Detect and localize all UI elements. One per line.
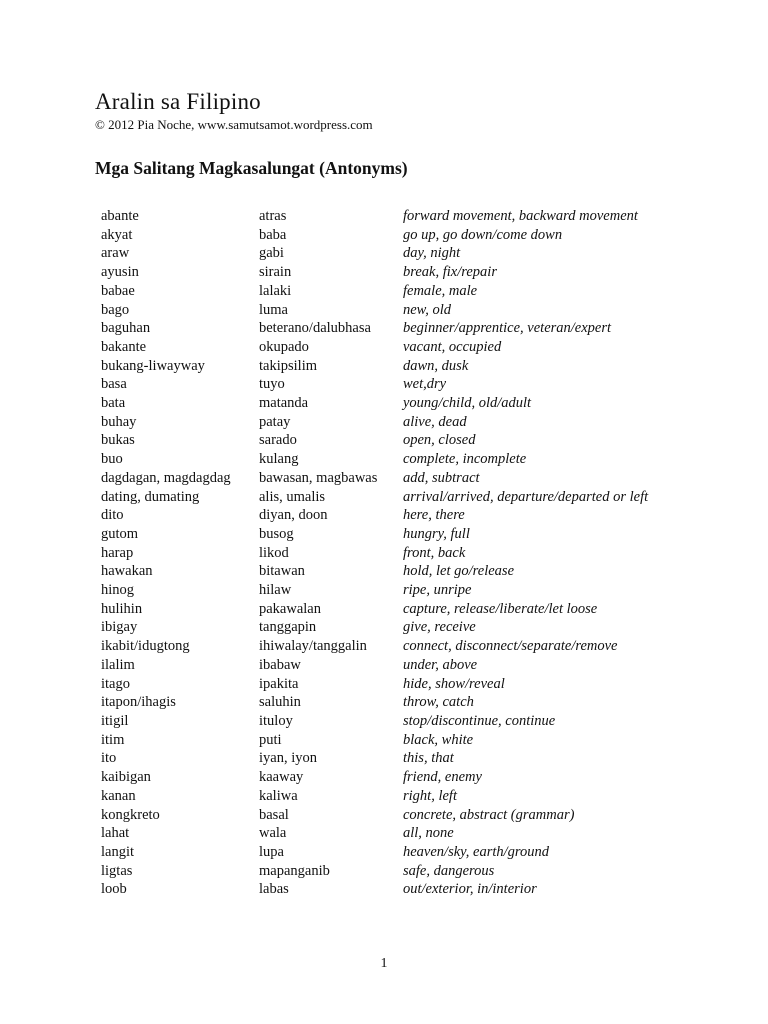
table-row (101, 338, 648, 357)
filipino-word-cell: itago (101, 675, 130, 692)
antonym-word-cell: basal (259, 806, 289, 823)
english-meaning-cell: heaven/sky, earth/ground (403, 843, 550, 860)
antonym-word-cell: tanggapin (259, 619, 317, 636)
table-row (101, 263, 648, 282)
antonym-word-cell: diyan, doon (259, 507, 328, 524)
english-meaning-cell: female, male (403, 282, 478, 299)
table-row (101, 394, 648, 413)
antonym-word-cell: ipakita (259, 675, 299, 692)
antonym-word-cell: kaliwa (259, 787, 298, 804)
english-meaning-cell: complete, incomplete (403, 451, 527, 468)
table-row (101, 469, 648, 488)
table-row (101, 637, 648, 656)
filipino-word-cell: dating, dumating (101, 488, 200, 505)
english-meaning-cell: safe, dangerous (403, 862, 495, 879)
antonym-word-cell: busog (259, 525, 294, 542)
english-meaning-cell: all, none (403, 825, 454, 842)
antonym-word-cell: takipsilim (259, 357, 317, 374)
table-row (101, 862, 648, 881)
filipino-word-cell: bata (101, 395, 126, 412)
antonym-word-cell: lupa (259, 843, 284, 860)
filipino-word-cell: langit (101, 843, 135, 860)
filipino-word-cell: ito (101, 750, 117, 767)
english-meaning-cell: go up, go down/come down (403, 226, 563, 243)
table-row (101, 375, 648, 394)
table-row (101, 843, 648, 862)
table-row (101, 768, 648, 787)
antonym-word-cell: sarado (259, 432, 297, 449)
antonyms-table (101, 207, 648, 899)
antonym-word-cell: bitawan (259, 563, 305, 580)
english-meaning-cell: connect, disconnect/separate/remove (403, 638, 618, 655)
antonym-word-cell: likod (259, 544, 289, 561)
filipino-word-cell: ligtas (101, 862, 133, 879)
antonym-word-cell: luma (259, 301, 288, 318)
filipino-word-cell: harap (101, 544, 134, 561)
filipino-word-cell: hulihin (101, 600, 143, 617)
section-title: Mga Salitang Magkasalungat (Antonyms) (95, 158, 408, 178)
english-meaning-cell: this, that (403, 750, 454, 767)
english-meaning-cell: capture, release/liberate/let loose (403, 600, 598, 617)
antonym-word-cell: okupado (259, 338, 309, 355)
copyright-byline: © 2012 Pia Noche, www.samutsamot.wordpress.com (95, 117, 373, 132)
english-meaning-cell: hold, let go/release (403, 563, 515, 580)
filipino-word-cell: hawakan (101, 563, 153, 580)
table-row (101, 282, 648, 301)
table-row (101, 806, 648, 825)
table-row (101, 581, 648, 600)
antonym-word-cell: hilaw (259, 582, 292, 599)
english-meaning-cell: hide, show/reveal (403, 675, 505, 692)
filipino-word-cell: ibigay (101, 619, 138, 636)
antonym-word-cell: kaaway (259, 769, 304, 786)
antonym-word-cell: mapanganib (259, 862, 330, 879)
table-row (101, 618, 648, 637)
filipino-word-cell: babae (101, 282, 135, 299)
filipino-word-cell: bukas (101, 432, 135, 449)
filipino-word-cell: bukang-liwayway (101, 357, 205, 374)
english-meaning-cell: out/exterior, in/interior (403, 881, 537, 898)
table-row (101, 562, 648, 581)
english-meaning-cell: new, old (403, 301, 452, 318)
table-row (101, 675, 648, 694)
table-row (101, 226, 648, 245)
english-meaning-cell: open, closed (403, 432, 476, 449)
filipino-word-cell: kaibigan (101, 769, 151, 786)
antonym-word-cell: sirain (259, 264, 292, 281)
english-meaning-cell: add, subtract (403, 469, 480, 486)
english-meaning-cell: wet,dry (403, 376, 447, 393)
table-row (101, 749, 648, 768)
table-row (101, 301, 648, 320)
table-row (101, 506, 648, 525)
table-row (101, 244, 648, 263)
antonym-word-cell: gabi (259, 245, 284, 262)
table-row (101, 656, 648, 675)
filipino-word-cell: dito (101, 507, 124, 524)
english-meaning-cell: right, left (403, 787, 457, 804)
table-row (101, 693, 648, 712)
antonym-word-cell: pakawalan (259, 600, 321, 617)
filipino-word-cell: hinog (101, 582, 135, 599)
antonym-word-cell: labas (259, 881, 289, 898)
antonym-word-cell: atras (259, 208, 287, 224)
filipino-word-cell: basa (101, 376, 127, 393)
antonym-word-cell: ituloy (259, 712, 293, 729)
english-meaning-cell: vacant, occupied (403, 338, 502, 355)
table-row (101, 600, 648, 619)
english-meaning-cell: black, white (403, 731, 474, 748)
english-meaning-cell: give, receive (403, 619, 476, 636)
filipino-word-cell: bakante (101, 338, 147, 355)
english-meaning-cell: concrete, abstract (grammar) (403, 806, 575, 823)
antonym-word-cell: wala (259, 825, 287, 842)
filipino-word-cell: dagdagan, magdagdag (101, 469, 231, 486)
filipino-word-cell: itim (101, 731, 125, 748)
table-row (101, 525, 648, 544)
table-row (101, 357, 648, 376)
english-meaning-cell: under, above (403, 656, 478, 673)
antonym-word-cell: beterano/dalubhasa (259, 320, 371, 337)
antonyms-table-body (101, 207, 648, 899)
filipino-word-cell: ikabit/idugtong (101, 638, 190, 655)
antonym-word-cell: alis, umalis (259, 488, 326, 505)
filipino-word-cell: ilalim (101, 656, 135, 673)
antonym-word-cell: kulang (259, 451, 299, 468)
antonym-word-cell: saluhin (259, 694, 301, 711)
filipino-word-cell: akyat (101, 226, 133, 243)
antonym-word-cell: lalaki (259, 282, 292, 299)
english-meaning-cell: here, there (403, 507, 465, 524)
antonym-word-cell: bawasan, magbawas (259, 469, 378, 486)
table-row (101, 824, 648, 843)
filipino-word-cell: buo (101, 451, 123, 468)
table-row (101, 319, 648, 338)
antonym-word-cell: tuyo (259, 376, 285, 393)
english-meaning-cell: friend, enemy (403, 769, 482, 786)
antonym-word-cell: ibabaw (259, 656, 301, 673)
english-meaning-cell: arrival/arrived, departure/departed or left (403, 488, 649, 505)
english-meaning-cell: front, back (403, 544, 466, 561)
filipino-word-cell: abante (101, 208, 139, 224)
table-row (101, 450, 648, 469)
filipino-word-cell: bago (101, 301, 130, 318)
english-meaning-cell: ripe, unripe (403, 582, 472, 599)
filipino-word-cell: loob (101, 881, 127, 898)
english-meaning-cell: break, fix/repair (403, 264, 497, 281)
english-meaning-cell: forward movement, backward movement (403, 208, 638, 224)
filipino-word-cell: itapon/ihagis (101, 694, 176, 711)
filipino-word-cell: kanan (101, 787, 136, 804)
table-row (101, 431, 648, 450)
table-row (101, 413, 648, 432)
antonym-word-cell: patay (259, 413, 291, 430)
antonym-word-cell: ihiwalay/tanggalin (259, 638, 367, 655)
table-row (101, 712, 648, 731)
antonym-word-cell: matanda (259, 395, 309, 412)
english-meaning-cell: hungry, full (403, 525, 470, 542)
english-meaning-cell: stop/discontinue, continue (403, 712, 556, 729)
table-row (101, 207, 648, 226)
antonym-word-cell: iyan, iyon (259, 750, 317, 767)
filipino-word-cell: baguhan (101, 320, 151, 337)
english-meaning-cell: beginner/apprentice, veteran/expert (403, 320, 612, 337)
filipino-word-cell: buhay (101, 413, 137, 430)
filipino-word-cell: lahat (101, 825, 130, 842)
table-row (101, 544, 648, 563)
filipino-word-cell: araw (101, 245, 130, 262)
page-number: 1 (380, 956, 388, 971)
english-meaning-cell: dawn, dusk (403, 357, 469, 374)
antonym-word-cell: puti (259, 731, 282, 748)
filipino-word-cell: kongkreto (101, 806, 160, 823)
table-row (101, 787, 648, 806)
table-row (101, 488, 648, 507)
filipino-word-cell: gutom (101, 525, 139, 542)
english-meaning-cell: day, night (403, 245, 461, 262)
table-row (101, 880, 648, 899)
english-meaning-cell: throw, catch (403, 694, 474, 711)
antonym-word-cell: baba (259, 226, 287, 243)
table-row (101, 731, 648, 750)
filipino-word-cell: itigil (101, 712, 129, 729)
english-meaning-cell: young/child, old/adult (403, 395, 532, 412)
filipino-word-cell: ayusin (101, 264, 139, 281)
english-meaning-cell: alive, dead (403, 413, 467, 430)
document-title: Aralin sa Filipino (95, 89, 261, 114)
